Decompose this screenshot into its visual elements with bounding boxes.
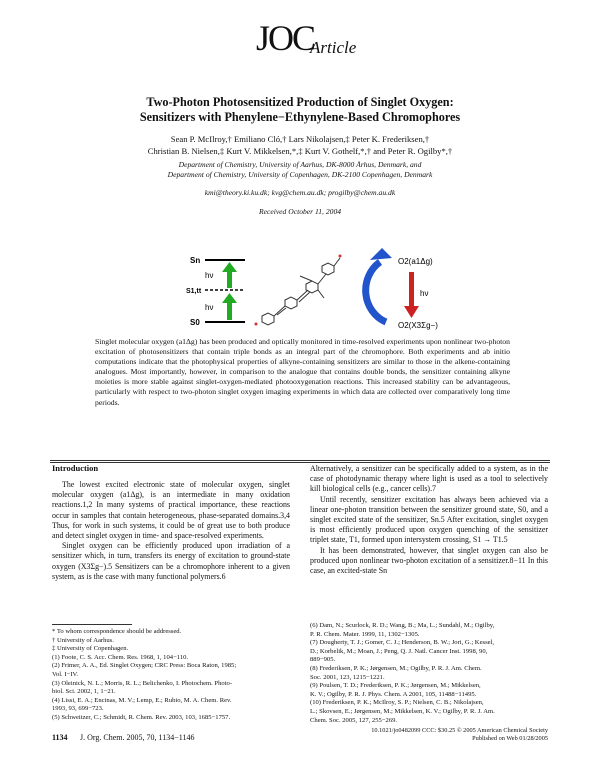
footnote-line: ‡ University of Copenhagen. — [52, 645, 129, 653]
label-hv-lower: hν — [205, 303, 214, 312]
footnote-line: (10) Frederiksen, P. K.; McIlroy, S. P.; Nielsen, C. B.; Nikolajsen, — [310, 699, 484, 707]
article-type: Article — [310, 38, 357, 57]
o2-singlet-label: O2(a1Δg) — [398, 257, 433, 266]
left-column — [52, 480, 290, 582]
doi-line: 10.1021/jo0482099 CCC: $30.25 © 2005 American Chemical Society — [371, 727, 548, 734]
introduction-heading: Introduction — [52, 463, 99, 473]
article-title-line2: Sensitizers with Phenylene−Ethynylene-Based Chromophores — [139, 110, 461, 124]
affiliation-line1: Department of Chemistry, University of Aarhus, DK-8000 Århus, Denmark, and — [178, 160, 422, 169]
footnote-line: † University of Aarhus. — [52, 636, 114, 644]
footnote-line: K. V.; Ogilby, P. R. J. Phys. Chem. A 2001, 105, 11488−11495. — [310, 690, 477, 698]
green-arrow-upper — [222, 262, 237, 288]
received-date: Received October 11, 2004 — [258, 207, 342, 216]
footnote-line: (3) Oleinick, N. L.; Morris, R. L.; Belichenko, I. Photochem. Photo- — [52, 679, 233, 687]
footnote-line: (9) Poulsen, T. D.; Frederiksen, P. K.; Jørgensen, M.; Mikkelsen, — [310, 682, 481, 690]
journal-logo-text: JOC — [256, 18, 315, 58]
red-arrow-shaft — [409, 272, 414, 308]
intro-paragraph-5: It has been demonstrated, however, that singlet oxygen can also be produced upon nonlinear two-photon excitation of a sensitizer.8−11 In this case, an excited-state Sn — [310, 545, 548, 576]
o2-ground-label: O2(X3Σg−) — [398, 321, 438, 330]
published-line: Published on Web 01/28/2005 — [472, 735, 548, 743]
footnotes-right — [310, 622, 548, 725]
authors-line1: Sean P. McIlroy,† Emiliano Cló,† Lars Nikolajsen,‡ Peter K. Frederiksen,† — [170, 134, 430, 144]
red-arrowhead — [404, 306, 419, 318]
label-s0: S0 — [190, 318, 200, 327]
footnote-line: (4) Lissi, E. A.; Encinas, M. V.; Lemp, E.; Rubio, M. A. Chem. Rev. — [52, 696, 232, 704]
footnote-line: D.; Korbelik, M.; Moan, J.; Peng, Q. J. Natl. Cancer Inst. 1998, 90, — [310, 647, 488, 655]
footnote-line: (6) Dam, N.; Scurlock, R. D.; Wang, B.; Ma, L.; Sundahl, M.; Ogilby, — [310, 622, 495, 629]
page-number: 1134 — [52, 733, 68, 742]
footnote-line: Vol. I−IV. — [52, 670, 79, 678]
footnote-line: L.; Skovsen, E.; Jørgensen, M.; Mikkelsen, K. V.; Ogilby, P. R. J. Am. — [310, 707, 495, 715]
article-title-line1: Two-Photon Photosensitized Production of Singlet Oxygen: — [146, 95, 454, 109]
footnote-line: (2) Frimer, A. A., Ed. Singlet Oxygen; CRC Press: Boca Raton, 1985; — [52, 662, 237, 670]
footnote-divider — [52, 624, 132, 625]
footnote-line: 1993, 93, 699−723. — [52, 705, 104, 713]
label-sn: Sn — [190, 256, 201, 265]
affiliation-line2: Department of Chemistry, University of Copenhagen, DK-2100 Copenhagen, Denmark — [167, 170, 433, 179]
blue-curved-arrow — [366, 262, 386, 322]
intro-paragraph-4: Until recently, sensitizer excitation has always been achieved via a linear one-photon transition between the sensitizer ground state, S0, and a singlet excited state of the sensitizer, Sn.5 After excitation, singlet oxygen is most efficiently produced upon oxygen quenching of the sensitizer triplet state, T1, formed upon intersystem crossing, S1 → T1.5 — [310, 494, 548, 545]
blue-arrowhead — [370, 248, 392, 260]
intro-paragraph-2: Singlet oxygen can be efficiently produced upon irradiation of a sensitizer which, in turn, transfers its energy of excitation to ground-state oxygen (X3Σg−).5 Sensitizers can be a chromophore inherent to a given system, as is the case with many functional polymers.6 — [52, 541, 290, 581]
footnote-line: Soc. 2001, 123, 1215−1221. — [310, 673, 385, 681]
molecule-structure — [255, 255, 342, 326]
abstract-text: Singlet molecular oxygen (a1Δg) has been produced and optically monitored in time-resolved experiments upon nonlinear two-photon excitation of photosensitizers that contain triple bonds as an integral part of the chromophore. Both experiments and ab initio computations indicate that the photophysical properties of alkyne-containing sensitizers are similar to those in the alkene-containing analogues. Most importantly, however, in comparison to the analogue that contains double bonds, the sensitizer containing alkyne moieties is more stable against singlet-oxygen-mediated photooxygenation reactions. This increased stability can be advantageous, particularly with respect to two-photon singlet oxygen imaging experiments in which data are collected over comparatively long time periods. — [95, 337, 510, 407]
journal-citation: J. Org. Chem. 2005, 70, 1134−1146 — [80, 733, 195, 742]
label-hv-upper: hν — [205, 271, 214, 280]
abstract-divider-2 — [50, 462, 550, 463]
label-hv-emission: hν — [420, 289, 429, 298]
label-stt: S1,tt — [186, 288, 202, 295]
abstract-divider — [50, 460, 550, 461]
footnote-line: P. R. Chem. Mater. 1999, 11, 1302−1305. — [310, 630, 420, 638]
footnotes-left — [52, 628, 290, 723]
footer-publication-info — [360, 727, 548, 743]
authors-line2: Christian B. Nielsen,‡ Kurt V. Mikkelsen,*,‡ Kurt V. Gothelf,*,† and Peter R. Ogilby*,† — [147, 146, 453, 156]
footnote-line: Chem. Soc. 2005, 127, 255−269. — [310, 716, 398, 724]
footnote-line: (1) Foote, C. S. Acc. Chem. Res. 1968, 1, 104−110. — [52, 653, 189, 661]
intro-paragraph-1: The lowest excited electronic state of molecular oxygen, singlet molecular oxygen (a1Δg), is an intermediate in many oxidation reactions.1,2 In many systems of practical importance, these reactions occur in samples that contain heterogeneous, phase-separated domains.3,4 Thus, for work in such systems, it could be of great use to both produce and detect singlet oxygen in time- and space-resolved experiments. — [52, 480, 290, 541]
green-arrow-lower — [222, 293, 237, 320]
footnote-line: * To whom correspondence should be addressed. — [52, 628, 182, 635]
footnote-line: 889−905. — [310, 656, 336, 664]
footnote-line: (7) Dougherty, T. J.; Gomer, C. J.; Henderson, B. W.; Jori, G.; Kessel, — [310, 639, 495, 647]
author-emails: kmi@theory.ki.ku.dk; kvg@chem.au.dk; progilby@chem.au.dk — [204, 188, 396, 197]
toc-graphic — [0, 218, 600, 338]
footnote-line: (8) Frederiksen, P. K.; Jørgensen, M.; Ogilby, P. R. J. Am. Chem. — [310, 664, 482, 672]
intro-paragraph-3: Alternatively, a sensitizer can be specifically added to a system, as in the case of photodynamic therapy where light is used as a tool to selectively kill biological cells (e.g., cancer cells).7 — [310, 464, 548, 494]
footnote-line: (5) Schweitzer, C.; Schmidt, R. Chem. Rev. 2003, 103, 1685−1757. — [52, 713, 231, 721]
right-column — [310, 464, 548, 576]
footnote-line: biol. Sci. 2002, 1, 1−21. — [52, 688, 116, 696]
